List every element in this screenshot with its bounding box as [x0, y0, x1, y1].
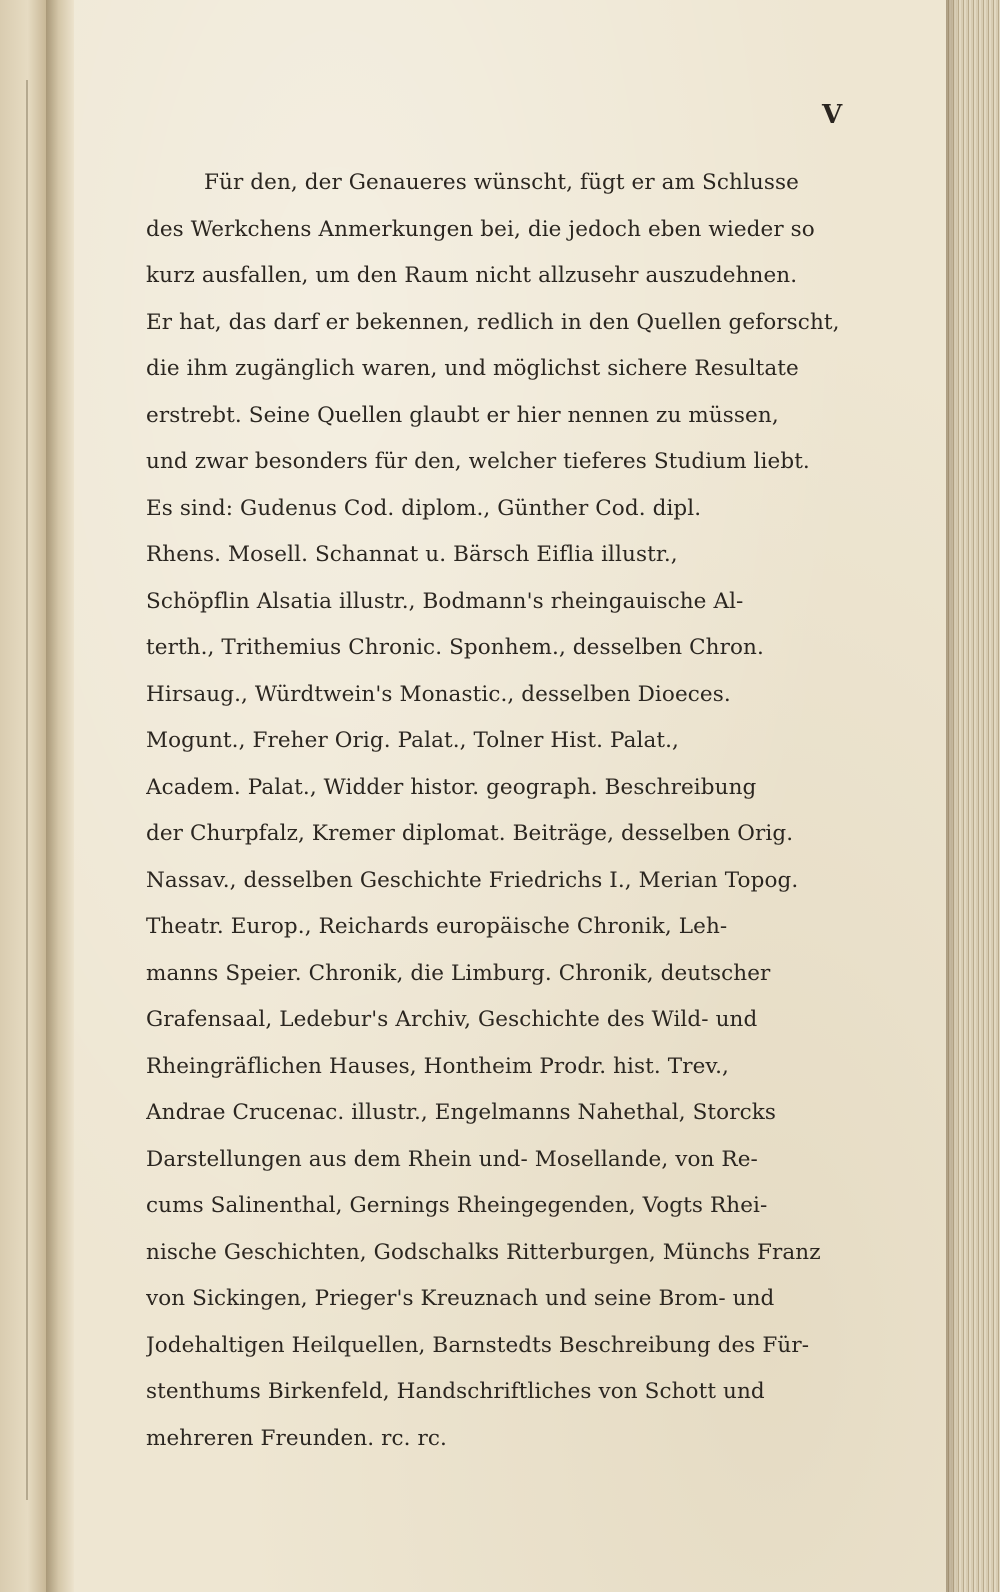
body-text [146, 160, 846, 1462]
text-line: Rheingräflichen Hauses, Hontheim Prodr. hist. Trev., [146, 1053, 729, 1079]
text-line: der Churpfalz, Kremer diplomat. Beiträge, desselben Orig. [146, 821, 794, 846]
text-line: erstrebt. Seine Quellen glaubt er hier nennen zu müssen, [146, 402, 779, 428]
text-line: terth., Trithemius Chronic. Sponhem., desselben Chron. [146, 635, 764, 660]
text-line: Rhens. Mosell. Schannat u. Bärsch Eiflia illustr., [146, 542, 678, 567]
text-line: Nassav., desselben Geschichte Friedrichs I., Merian Topog. [146, 867, 799, 893]
book-gutter [46, 0, 74, 1592]
text-line: stenthums Birkenfeld, Handschriftliches von Schott und [146, 1379, 765, 1404]
text-line: Grafensaal, Ledebur's Archiv, Geschichte des Wild- und [146, 1007, 758, 1032]
text-line: und zwar besonders für den, welcher tieferes Studium liebt. [146, 449, 810, 474]
text-line: mehreren Freunden. rc. rc. [146, 1425, 447, 1451]
text-line: Es sind: Gudenus Cod. diplom., Günther Cod. dipl. [146, 495, 702, 521]
text-line: des Werkchens Anmerkungen bei, die jedoch eben wieder so [146, 216, 815, 242]
text-line: nische Geschichten, Godschalks Ritterburgen, Münchs Franz [146, 1239, 821, 1265]
text-line: Er hat, das darf er bekennen, redlich in den Quellen geforscht, [146, 309, 840, 335]
text-line: manns Speier. Chronik, die Limburg. Chronik, deutscher [146, 960, 771, 986]
facing-page-edge [0, 0, 46, 1592]
text-line: Für den, der Genaueres wünscht, fügt er am Schlusse [204, 170, 799, 195]
text-line: Jodehaltigen Heilquellen, Barnstedts Beschreibung des Für- [146, 1332, 810, 1358]
text-line: Mogunt., Freher Orig. Palat., Tolner Hist. Palat., [146, 728, 679, 753]
page-edge-shadow [946, 0, 958, 1592]
facing-page-rule [26, 80, 28, 1500]
text-line: die ihm zugänglich waren, und möglichst sichere Resultate [146, 356, 799, 381]
text-line: cums Salinenthal, Gernings Rheingegenden, Vogts Rhei- [146, 1193, 768, 1218]
text-line: von Sickingen, Prieger's Kreuznach und seine Brom- und [146, 1286, 775, 1311]
text-line: kurz ausfallen, um den Raum nicht allzusehr auszudehnen. [146, 263, 798, 288]
text-line: Hirsaug., Würdtwein's Monastic., desselben Dioeces. [146, 681, 731, 707]
text-line: Theatr. Europ., Reichards europäische Chronik, Leh- [146, 914, 728, 939]
page-number: V [822, 100, 843, 130]
text-line: Darstellungen aus dem Rhein und- Mosellande, von Re- [146, 1146, 758, 1172]
text-line: Academ. Palat., Widder histor. geograph. Beschreibung [146, 774, 757, 800]
text-line: Andrae Crucenac. illustr., Engelmanns Nahethal, Storcks [146, 1100, 776, 1125]
text-line: Schöpflin Alsatia illustr., Bodmann's rheingauische Al- [146, 588, 744, 614]
